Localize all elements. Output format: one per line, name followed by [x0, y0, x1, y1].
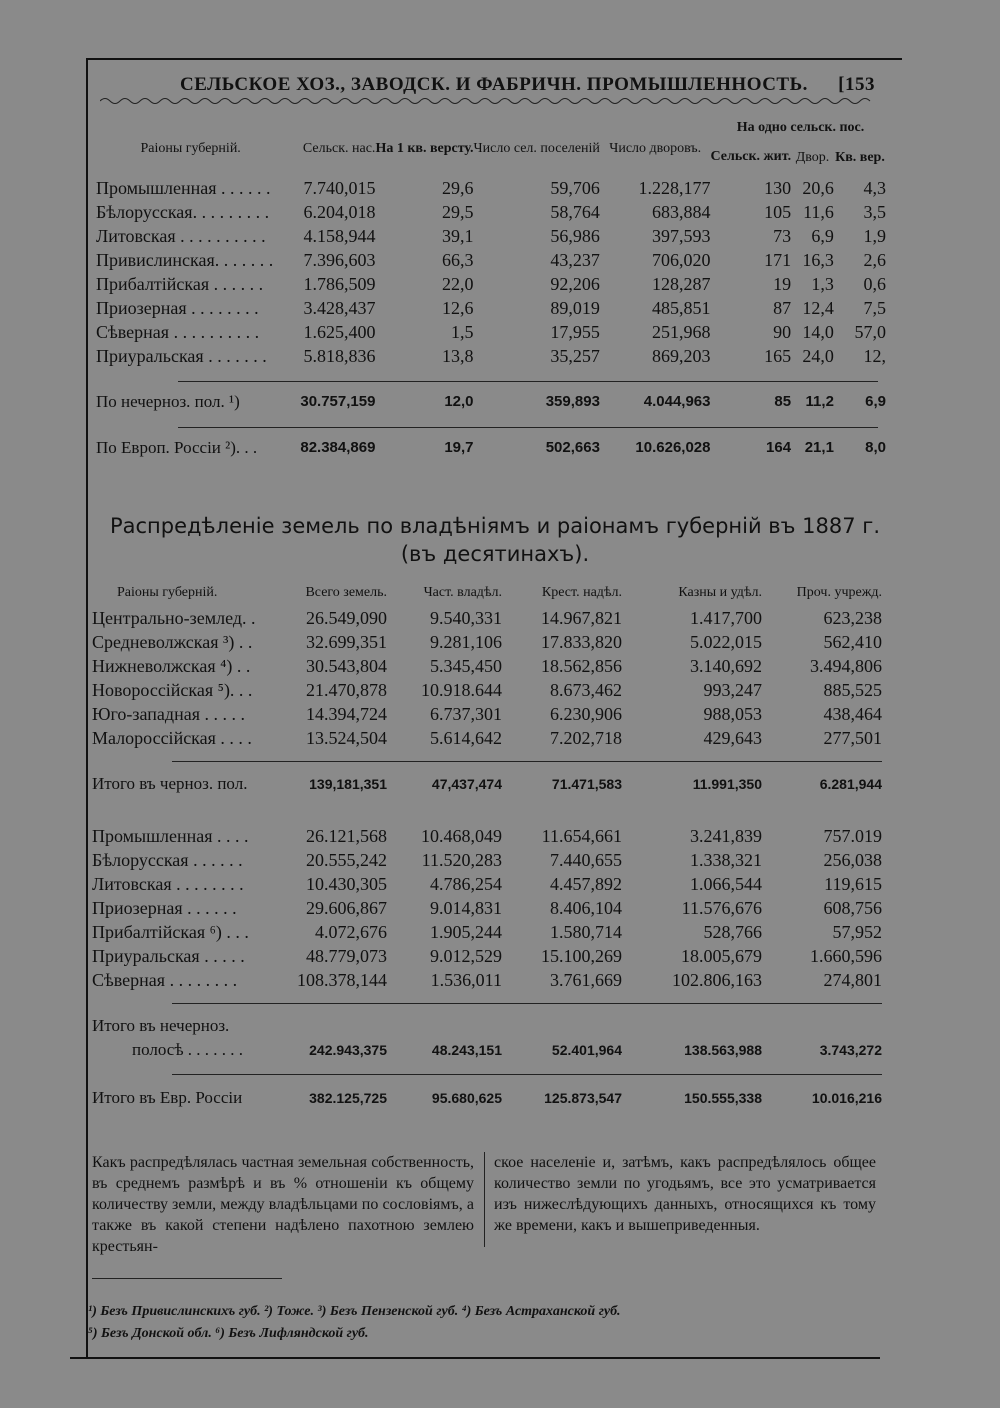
cell-private: 95.680,625	[431, 1090, 502, 1106]
row-region: Итого въ нечерноз.	[92, 1016, 230, 1035]
cell-dens: 12,0	[444, 393, 474, 410]
table2-rule	[172, 1074, 882, 1075]
cell-dens: 29,5	[442, 202, 474, 222]
cell-hh: 397,593	[652, 226, 711, 246]
cell-other: 3.743,272	[819, 1042, 882, 1058]
col-per-verst: На 1 кв. версту.	[375, 140, 474, 156]
row-region: Приозерная . . . . . .	[92, 898, 237, 918]
table-row	[96, 296, 886, 320]
col-per-one-dvor: Двор.	[795, 149, 830, 165]
cell-hh: 869,203	[652, 346, 711, 366]
total-row	[92, 1038, 882, 1062]
land-table	[92, 580, 882, 1110]
cell-total: 21.470,878	[306, 680, 387, 700]
land-table-body	[92, 606, 882, 1110]
cell-ppl: 164	[766, 439, 792, 456]
cell-total: 4.072,676	[315, 922, 387, 942]
cell-pop: 6.204,018	[303, 202, 376, 222]
cell-dvor: 1,3	[811, 274, 834, 294]
row-region: полосѣ . . . . . . .	[132, 1040, 244, 1059]
spacer-row	[96, 414, 886, 436]
cell-total: 10.430,305	[306, 874, 387, 894]
cell-sett: 92,206	[550, 274, 600, 294]
cell-state: 18.005,679	[681, 946, 762, 966]
cell-pop: 7.740,015	[303, 178, 376, 198]
cell-state: 3.140,692	[690, 656, 762, 676]
cell-state: 988,053	[703, 704, 762, 724]
cell-total: 26.121,568	[306, 826, 387, 846]
cell-sett: 59,706	[550, 178, 600, 198]
cell-pop: 30.757,159	[300, 393, 376, 410]
cell-other: 57,952	[832, 922, 882, 942]
cell-peasant: 71.471,583	[551, 776, 622, 792]
cell-pop: 1.786,509	[303, 274, 376, 294]
cell-peasant: 18.562,856	[541, 656, 622, 676]
cell-total: 30.543,804	[306, 656, 387, 676]
cell-dens: 12,6	[442, 298, 474, 318]
cell-other: 608,756	[823, 898, 882, 918]
cell-dvor: 12,4	[802, 298, 834, 318]
cell-ppl: 73	[773, 226, 792, 246]
cell-kv: 1,9	[863, 226, 886, 246]
cell-peasant: 7.440,655	[550, 850, 622, 870]
cell-state: 5.022,015	[690, 632, 762, 652]
cell-dvor: 6,9	[811, 226, 834, 246]
total-row	[92, 772, 882, 796]
cell-private: 6.737,301	[430, 704, 502, 724]
population-table	[96, 120, 886, 460]
row-region: Бѣлорусская. . . . . . . . .	[96, 202, 270, 222]
cell-dens: 29,6	[442, 178, 474, 198]
cell-total: 29.606,867	[306, 898, 387, 918]
cell-private: 9.014,831	[430, 898, 502, 918]
cell-state: 11.576,676	[681, 898, 762, 918]
column-divider	[484, 1152, 485, 1247]
col-per-one-group: На одно сельск. пос.	[736, 120, 865, 135]
col2-private: Част. владѣл.	[423, 585, 502, 600]
header-title: СЕЛЬСКОЕ ХОЗ., ЗАВОДСК. И ФАБРИЧН. ПРОМЫШЛЕННОСТЬ.	[180, 74, 808, 95]
total-row	[96, 436, 886, 460]
cell-dvor: 21,1	[804, 439, 834, 456]
row-region: Центрально-землед. .	[92, 608, 256, 628]
cell-peasant: 52.401,964	[551, 1042, 622, 1058]
cell-private: 1.536,011	[430, 970, 502, 990]
table-row	[92, 848, 882, 872]
spacer-row	[92, 750, 882, 772]
row-region: Итого въ черноз. пол.	[92, 774, 248, 793]
col-households: Число дворовъ.	[609, 140, 702, 156]
total-row	[96, 390, 886, 414]
cell-peasant: 4.457,892	[550, 874, 622, 894]
cell-dens: 19,7	[444, 439, 474, 456]
cell-private: 1.905,244	[430, 922, 502, 942]
cell-private: 5.345,450	[430, 656, 502, 676]
cell-kv: 2,6	[863, 250, 886, 270]
row-region: По нечерноз. пол. ¹)	[96, 392, 240, 411]
row-region: Промышленная . . . .	[92, 826, 249, 846]
col2-region: Раіоны губерній.	[117, 585, 218, 600]
cell-peasant: 3.761,669	[550, 970, 622, 990]
cell-peasant: 11.654,661	[541, 826, 622, 846]
col2-state: Казны и удѣл.	[678, 585, 762, 600]
page-number: [153	[838, 74, 875, 95]
table-row	[92, 678, 882, 702]
cell-sett: 56,986	[550, 226, 600, 246]
cell-pop: 82.384,869	[300, 439, 376, 456]
cell-state: 138.563,988	[684, 1042, 762, 1058]
row-region: Нижневолжская ⁴) . .	[92, 656, 251, 676]
cell-dens: 13,8	[442, 346, 474, 366]
cell-private: 9.012,529	[430, 946, 502, 966]
cell-sett: 43,237	[550, 250, 600, 270]
spacer-row	[92, 992, 882, 1014]
row-region: Литовская . . . . . . . . . .	[96, 226, 266, 246]
title-line2: (въ десятинахъ).	[400, 542, 590, 566]
cell-sett: 35,257	[550, 346, 600, 366]
cell-private: 47,437,474	[431, 776, 502, 792]
row-region: Приуральская . . . . . . .	[96, 346, 267, 366]
page-frame-left	[86, 58, 88, 1358]
cell-other: 6.281,944	[819, 776, 882, 792]
cell-private: 4.786,254	[430, 874, 502, 894]
cell-dvor: 24,0	[802, 346, 834, 366]
cell-other: 274,801	[823, 970, 882, 990]
cell-dvor: 11,6	[803, 202, 834, 222]
cell-hh: 683,884	[652, 202, 711, 222]
cell-peasant: 15.100,269	[541, 946, 622, 966]
col2-other: Проч. учрежд.	[796, 585, 882, 600]
cell-total: 382.125,725	[309, 1090, 387, 1106]
cell-private: 10.918.644	[421, 680, 502, 700]
table-row	[92, 944, 882, 968]
cell-other: 623,238	[823, 608, 882, 628]
col-settlements: Число сел. поселеній	[473, 140, 600, 156]
row-region: Приозерная . . . . . . . .	[96, 298, 259, 318]
cell-sett: 89,019	[550, 298, 600, 318]
cell-ppl: 171	[764, 250, 792, 270]
cell-kv: 0,6	[863, 274, 886, 294]
cell-state: 1.338,321	[690, 850, 762, 870]
row-region: Малороссійская . . . .	[92, 728, 252, 748]
cell-pop: 1.625,400	[303, 322, 376, 342]
footnote-line2: ⁵) Безъ Донской обл. ⁶) Безъ Лифляндской губ.	[88, 1326, 369, 1341]
cell-peasant: 7.202,718	[550, 728, 622, 748]
table-row	[92, 896, 882, 920]
cell-private: 11.520,283	[421, 850, 502, 870]
row-region: Привислинская. . . . . . .	[96, 250, 274, 270]
row-region: Юго-западная . . . . .	[92, 704, 245, 724]
table-row	[96, 344, 886, 368]
row-region: Новороссійская ⁵). . .	[92, 680, 253, 700]
cell-state: 11.991,350	[692, 776, 762, 792]
cell-peasant: 1.580,714	[550, 922, 622, 942]
cell-total: 242.943,375	[309, 1042, 387, 1058]
row-region: Сѣверная . . . . . . . .	[92, 970, 238, 990]
cell-other: 885,525	[823, 680, 882, 700]
row-region: Прибалтійская . . . . . .	[96, 274, 264, 294]
table-row	[92, 920, 882, 944]
paragraph-left: Какъ распредѣлялась частная земельная собственность, въ среднемъ размѣрѣ и въ % отношеніи къ общему количеству земли, между владѣльцами по сословіямъ, а также въ какой степени надѣлено пахотною землею крестьян-	[92, 1154, 474, 1255]
cell-other: 256,038	[823, 850, 882, 870]
cell-pop: 3.428,437	[303, 298, 376, 318]
table-row	[96, 272, 886, 296]
cell-other: 119,615	[824, 874, 882, 894]
cell-hh: 485,851	[652, 298, 711, 318]
cell-total: 48.779,073	[306, 946, 387, 966]
row-region: По Европ. Россіи ²). . .	[96, 438, 258, 457]
cell-total: 108.378,144	[297, 970, 387, 990]
running-header	[180, 74, 880, 96]
cell-dens: 39,1	[442, 226, 474, 246]
cell-dvor: 11,2	[805, 393, 834, 410]
table-row	[92, 872, 882, 896]
cell-total: 26.549,090	[306, 608, 387, 628]
cell-kv: 6,9	[865, 393, 886, 410]
cell-total: 20.555,242	[306, 850, 387, 870]
cell-state: 528,766	[703, 922, 762, 942]
cell-state: 1.417,700	[690, 608, 762, 628]
cell-pop: 7.396,603	[303, 250, 376, 270]
cell-other: 1.660,596	[810, 946, 882, 966]
cell-other: 277,501	[823, 728, 882, 748]
table1-rule	[178, 427, 878, 428]
spacer-row	[92, 1062, 882, 1086]
cell-hh: 706,020	[652, 250, 711, 270]
spacer-row	[96, 368, 886, 390]
cell-sett: 17,955	[550, 322, 600, 342]
row-region: Бѣлорусская . . . . . .	[92, 850, 243, 870]
cell-ppl: 90	[773, 322, 792, 342]
cell-private: 9.540,331	[430, 608, 502, 628]
cell-other: 757.019	[823, 826, 882, 846]
col2-peasant: Крест. надѣл.	[541, 585, 622, 600]
cell-dvor: 14,0	[802, 322, 834, 342]
cell-sett: 58,764	[550, 202, 600, 222]
cell-state: 1.066,544	[690, 874, 762, 894]
cell-kv: 8,0	[865, 439, 886, 456]
cell-peasant: 8.673,462	[550, 680, 622, 700]
cell-other: 10.016,216	[811, 1090, 882, 1106]
cell-peasant: 14.967,821	[541, 608, 622, 628]
population-table-body	[96, 176, 886, 460]
col-region: Раіоны губерній.	[140, 140, 241, 156]
cell-sett: 502,663	[545, 439, 600, 456]
cell-ppl: 19	[773, 274, 792, 294]
col-pop: Сельск. нас.	[302, 140, 376, 156]
cell-other: 438,464	[823, 704, 882, 724]
cell-pop: 5.818,836	[303, 346, 376, 366]
table2-rule	[172, 1003, 882, 1004]
cell-hh: 128,287	[652, 274, 711, 294]
cell-dvor: 20,6	[802, 178, 834, 198]
cell-kv: 7,5	[863, 298, 886, 318]
cell-state: 102.806,163	[672, 970, 762, 990]
row-region: Сѣверная . . . . . . . . . .	[96, 322, 260, 342]
cell-ppl: 87	[773, 298, 792, 318]
cell-other: 562,410	[823, 632, 882, 652]
col-per-one-people: На одно сельск. пос. Сельск. жит.	[711, 120, 792, 176]
page-frame-bottom	[70, 1357, 880, 1359]
cell-dens: 66,3	[442, 250, 474, 270]
wavy-rule-ornament	[100, 96, 880, 106]
table2-rule	[172, 761, 882, 762]
cell-other: 3.494,806	[810, 656, 882, 676]
cell-total: 13.524,504	[306, 728, 387, 748]
table-row	[92, 606, 882, 630]
row-region: Прибалтійская ⁶) . . .	[92, 922, 249, 942]
cell-peasant: 17.833,820	[541, 632, 622, 652]
cell-hh: 4.044,963	[643, 393, 711, 410]
total-row	[92, 1086, 882, 1110]
row-region: Приуральская . . . . .	[92, 946, 245, 966]
cell-pop: 4.158,944	[303, 226, 376, 246]
cell-total: 139,181,351	[309, 776, 387, 792]
page-frame-top	[86, 58, 902, 60]
cell-state: 429,643	[703, 728, 762, 748]
cell-hh: 10.626,028	[635, 439, 711, 456]
cell-private: 9.281,106	[430, 632, 502, 652]
table-row	[96, 176, 886, 200]
cell-hh: 1.228,177	[638, 178, 711, 198]
table-row	[92, 654, 882, 678]
table-row	[92, 726, 882, 750]
cell-dens: 22,0	[442, 274, 474, 294]
land-table-title	[90, 512, 900, 568]
cell-dvor: 16,3	[802, 250, 834, 270]
cell-state: 150.555,338	[684, 1090, 762, 1106]
cell-ppl: 85	[774, 393, 792, 410]
spacer-row	[92, 796, 882, 824]
cell-ppl: 105	[764, 202, 792, 222]
col2-total: Всего земель.	[305, 585, 387, 600]
cell-peasant: 8.406,104	[550, 898, 622, 918]
table-row	[92, 630, 882, 654]
title-line1: Распредѣленіе земель по владѣніямъ и раіонамъ губерній въ 1887 г.	[109, 514, 881, 538]
cell-kv: 4,3	[863, 178, 886, 198]
cell-hh: 251,968	[652, 322, 711, 342]
table-row	[96, 248, 886, 272]
cell-total: 14.394,724	[306, 704, 387, 724]
footnote-rule	[92, 1278, 282, 1279]
footnote-line1: ¹) Безъ Привислинскихъ губ. ²) Тоже. ³) Безъ Пензенской губ. ⁴) Безъ Астраханской губ.	[88, 1304, 621, 1319]
cell-sett: 359,893	[545, 393, 600, 410]
table-row	[96, 224, 886, 248]
table1-rule	[178, 381, 878, 382]
cell-kv: 57,0	[854, 322, 886, 342]
table-row	[92, 702, 882, 726]
cell-ppl: 130	[764, 178, 792, 198]
row-region: Средневолжская ³) . .	[92, 632, 253, 652]
cell-dens: 1,5	[451, 322, 474, 342]
total-row-label	[92, 1014, 882, 1038]
row-region: Литовская . . . . . . . .	[92, 874, 244, 894]
cell-peasant: 125.873,547	[544, 1090, 622, 1106]
paragraph-right: ское населеніе и, затѣмъ, какъ распредѣлялось общее количество земли по угодьямъ, все это усматривается изъ нижеслѣдующихъ данныхъ, относящихся къ тому же времени, какъ и вышеприведенныя.	[494, 1154, 876, 1234]
cell-private: 48.243,151	[431, 1042, 502, 1058]
cell-kv: 3,5	[863, 202, 886, 222]
cell-total: 32.699,351	[306, 632, 387, 652]
table-row	[92, 824, 882, 848]
row-region: Промышленная . . . . . .	[96, 178, 271, 198]
cell-private: 10.468,049	[421, 826, 502, 846]
row-region: Итого въ Евр. Россіи	[92, 1088, 243, 1107]
cell-private: 5.614,642	[430, 728, 502, 748]
cell-peasant: 6.230,906	[550, 704, 622, 724]
col-per-one-kv: Кв. вер.	[835, 149, 885, 165]
table-row	[92, 968, 882, 992]
table-row	[96, 200, 886, 224]
cell-kv: 12,	[863, 346, 886, 366]
cell-ppl: 165	[764, 346, 792, 366]
cell-state: 3.241,839	[690, 826, 762, 846]
cell-state: 993,247	[703, 680, 762, 700]
table-row	[96, 320, 886, 344]
